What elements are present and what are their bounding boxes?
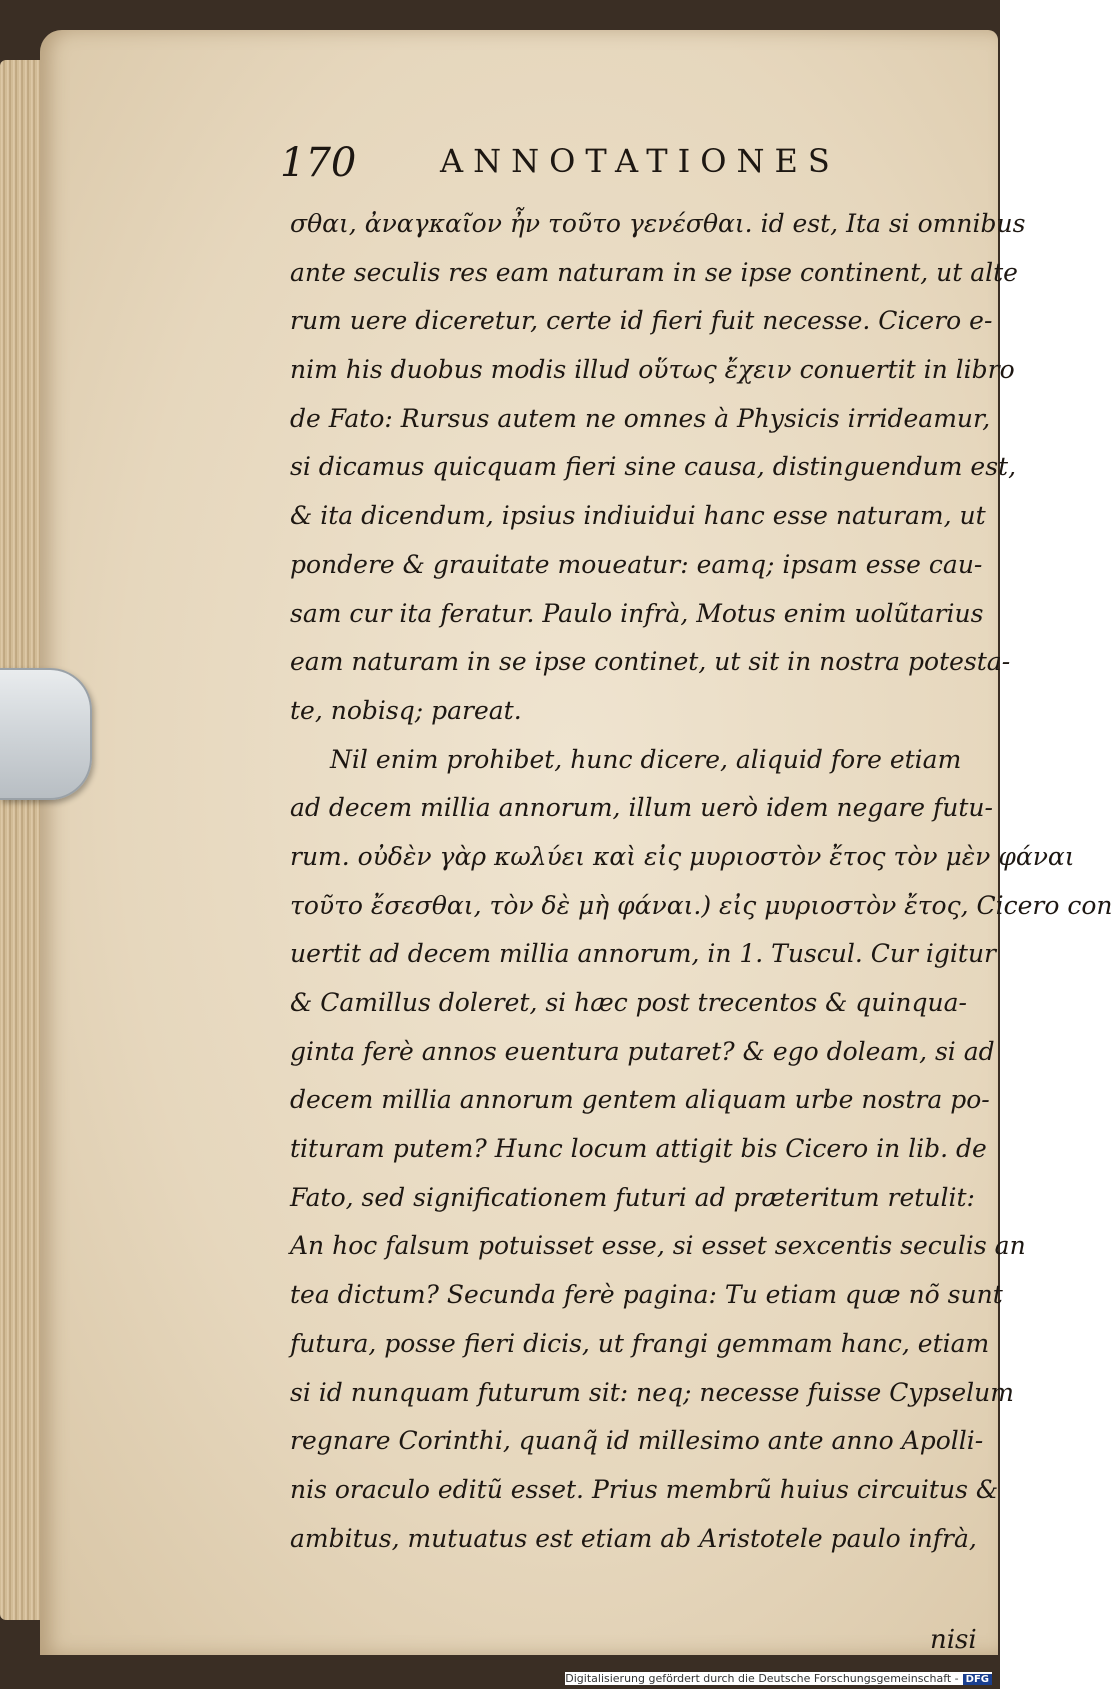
dfg-logo: DFG [963,1674,992,1685]
text-line: te, nobisq; pareat. [290,695,522,725]
text-line: & ita dicendum, ipsius indiuidui hanc esse naturam, ut [290,501,986,531]
text-line: ante seculis res eam naturam in se ipse continent, ut alte [290,257,1018,287]
text-line: eam naturam in se ipse continet, ut sit in nostra potesta- [290,647,1011,677]
text-line: tituram putem? Hunc locum attigit bis Cicero in lib. de [290,1134,987,1164]
text-line: uertit ad decem millia annorum, in 1. Tuscul. Cur igitur [290,939,996,969]
text-line: nim his duobus modis illud οὕτως ἔχειν conuertit in libro [290,355,1015,385]
text-line: sam cur ita feratur. Paulo infrà, Motus enim uolũtarius [290,598,984,628]
text-line: τοῦτο ἔσεσθαι, τὸν δὲ μὴ φάναι.) εἰς μυριοστὸν ἔτος, Cicero con [290,890,1113,920]
text-line: decem millia annorum gentem aliquam urbe nostra po- [290,1085,990,1115]
digitization-footer [565,1672,992,1685]
text-line: rum. οὐδὲν γὰρ κωλύει καὶ εἰς μυριοστὸν ἔτος τὸν μὲν φάναι [290,841,1075,871]
text-line: regnare Corinthi, quanq̃ id millesimo ante anno Apolli- [290,1426,984,1456]
text-line: rum uere diceretur, certe id fieri fuit necesse. Cicero e- [290,306,993,336]
text-line: σθαι, ἀναγκαῖον ἦν τοῦτο γενέσθαι. id est, Ita si omnibus [290,209,1026,238]
footer-text: Digitalisierung gefördert durch die Deutsche Forschungsgemeinschaft - [565,1672,959,1685]
text-line: pondere & grauitate moueatur: eamq; ipsam esse cau- [290,549,983,579]
text-line: si id nunquam futurum sit: neq; necesse fuisse Cypselum [290,1377,1014,1407]
book-clip [0,668,92,800]
text-line: futura, posse fieri dicis, ut frangi gemmam hanc, etiam [290,1328,990,1358]
text-line: ambitus, mutuatus est etiam ab Aristotele paulo infrà, [290,1523,977,1553]
text-line: si dicamus quicquam fieri sine causa, distinguendum est, [290,452,1017,482]
text-line: tea dictum? Secunda ferè pagina: Tu etiam quæ nõ sunt [290,1280,1003,1310]
text-line: Nil enim prohibet, hunc dicere, aliquid fore etiam [330,744,962,774]
text-line: Fato, sed significationem futuri ad præteritum retulit: [290,1182,975,1212]
body-text [290,200,1113,1563]
page-number: 170 [280,140,357,186]
catchword: nisi [930,1625,977,1655]
text-line: de Fato: Rursus autem ne omnes à Physicis irrideamur, [290,403,991,433]
page-header [280,140,980,190]
text-line: ad decem millia annorum, illum uerò idem negare futu- [290,793,993,823]
text-line: nis oraculo editũ esset. Prius membrũ huius circuitus & [290,1474,999,1504]
text-line: & Camillus doleret, si hæc post trecentos & quinqua- [290,988,967,1017]
text-line: ginta ferè annos euentura putaret? & ego doleam, si ad [290,1036,995,1066]
running-head: ANNOTATIONES [440,142,840,180]
text-line: An hoc falsum potuisset esse, si esset sexcentis seculis an [290,1231,1026,1261]
